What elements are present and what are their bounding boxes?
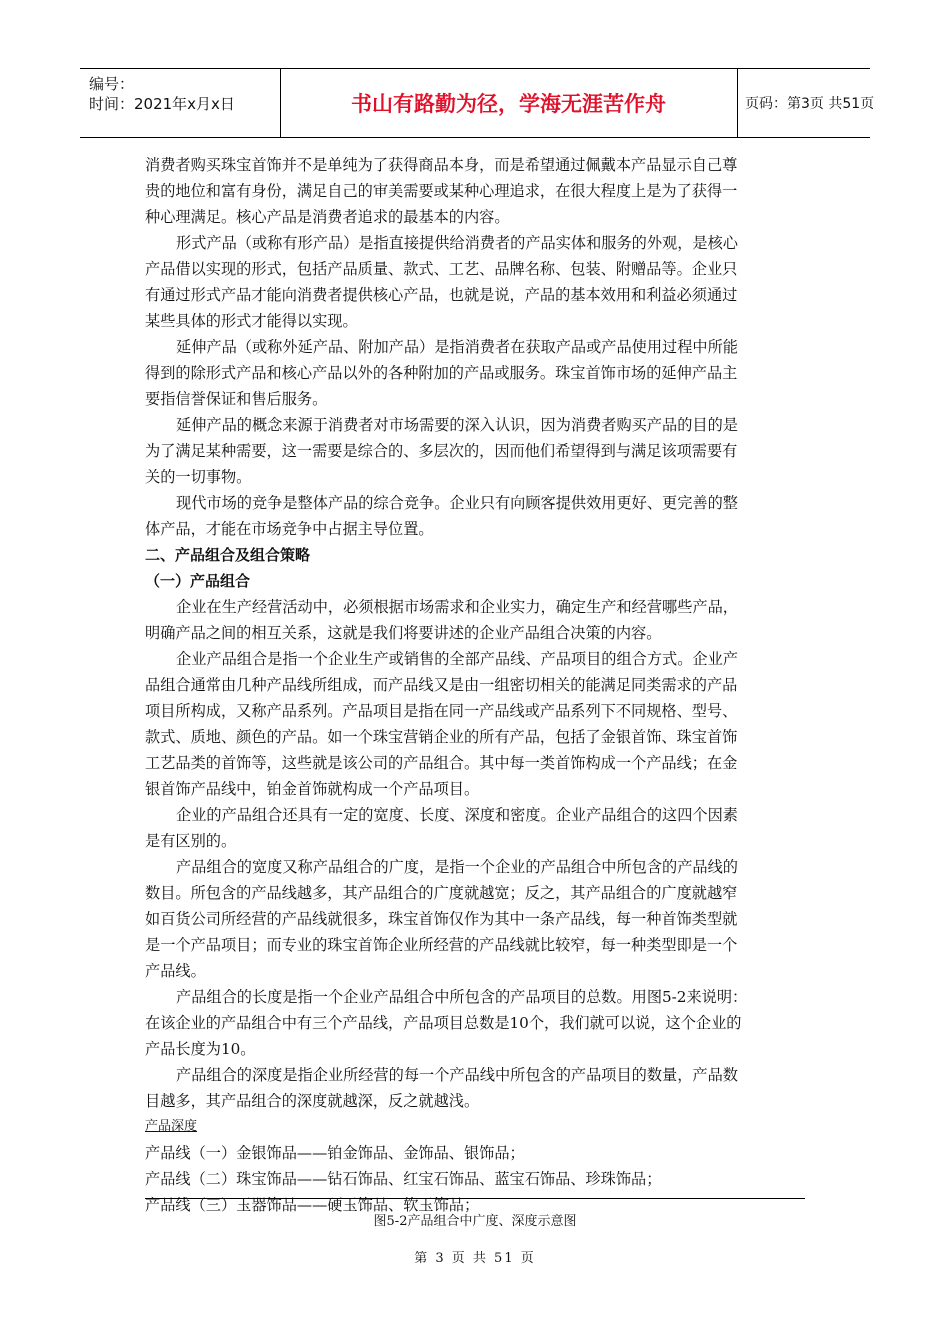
- page-header: [80, 68, 875, 138]
- text-line: 消费者购买珠宝首饰并不是单纯为了获得商品本身，而是希望通过佩戴本产品显示自己尊: [145, 156, 738, 174]
- text-line: 产品借以实现的形式，包括产品质量、款式、工艺、品牌名称、包装、附赠品等。企业只: [145, 260, 738, 278]
- text-line: 得到的除形式产品和核心产品以外的各种附加的产品或服务。珠宝首饰市场的延伸产品主: [145, 364, 738, 382]
- section-heading: 二、产品组合及组合策略: [145, 546, 311, 564]
- text-line: 数目。所包含的产品线越多，其产品组合的广度就越宽；反之，其产品组合的广度就越窄: [145, 884, 738, 902]
- text-line: 项目所构成，又称产品系列。产品项目是指在同一产品线或产品系列下不同规格、型号、: [145, 702, 738, 720]
- text-line: 企业在生产经营活动中，必须根据市场需求和企业实力，确定生产和经营哪些产品，: [176, 598, 738, 616]
- product-depth-label: 产品深度: [145, 1119, 198, 1134]
- text-line: 形式产品（或称有形产品）是指直接提供给消费者的产品实体和服务的外观，是核心: [176, 234, 738, 252]
- text-line: 产品组合的深度是指企业所经营的每一个产品线中所包含的产品项目的数量，产品数: [176, 1066, 738, 1084]
- text-line: 延伸产品的概念来源于消费者对市场需要的深入认识，因为消费者购买产品的目的是: [176, 416, 738, 434]
- text-line: 品组合通常由几种产品线所组成，而产品线又是由一组密切相关的能满足同类需求的产品: [145, 676, 738, 694]
- figure-divider: [145, 1198, 805, 1199]
- text-line: 产品线。: [145, 962, 206, 980]
- text-line: 目越多，其产品组合的深度就越深，反之就越浅。: [145, 1092, 480, 1110]
- text-line: 关的一切事物。: [145, 468, 252, 486]
- text-line: 企业的产品组合还具有一定的宽度、长度、深度和密度。企业产品组合的这四个因素: [176, 806, 738, 824]
- text-line: 体产品，才能在市场竞争中占据主导位置。: [145, 520, 434, 538]
- text-line: 为了满足某种需要，这一需要是综合的、多层次的，因而他们希望得到与满足该项需要有: [145, 442, 738, 460]
- document-number-label: 编号：: [89, 75, 135, 93]
- text-line: 如百货公司所经营的产品线就很多，珠宝首饰仅作为其中一条产品线，每一种首饰类型就: [145, 910, 738, 928]
- text-line: 是有区别的。: [145, 832, 237, 850]
- text-line: 要指信誉保证和售后服务。: [145, 390, 328, 408]
- text-line: 某些具体的形式才能得以实现。: [145, 312, 358, 330]
- text-line: 延伸产品（或称外延产品、附加产品）是指消费者在获取产品或产品使用过程中所能: [176, 338, 738, 356]
- text-line: 产品组合的长度是指一个企业产品组合中所包含的产品项目的总数。用图5-2来说明：: [176, 988, 748, 1006]
- text-line: 银首饰产品线中，铂金首饰就构成一个产品项目。: [145, 780, 480, 798]
- subsection-heading: （一）产品组合: [145, 572, 251, 590]
- header-motto: 书山有路勤为径，学海无涯苦作舟: [280, 69, 738, 137]
- text-line: 现代市场的竞争是整体产品的综合竞争。企业只有向顾客提供效用更好、更完善的整: [176, 494, 738, 512]
- text-line: 产品长度为10。: [145, 1040, 256, 1058]
- text-line: 贵的地位和富有身份，满足自己的审美需要或某种心理追求，在很大程度上是为了获得一: [145, 182, 738, 200]
- document-date: 时间：2021年x月x日: [89, 95, 235, 113]
- text-line: 在该企业的产品组合中有三个产品线，产品项目总数是10个，我们就可以说，这个企业的: [145, 1014, 742, 1032]
- text-line: 款式、质地、颜色的产品。如一个珠宝营销企业的所有产品，包括了金银首饰、珠宝首饰: [145, 728, 738, 746]
- product-line-item: 产品线（三）玉器饰品——硬玉饰品、软玉饰品；: [145, 1196, 480, 1214]
- header-meta: [80, 69, 281, 137]
- figure-caption: 图5-2产品组合中广度、深度示意图: [373, 1214, 577, 1229]
- document-body: [145, 152, 810, 1218]
- text-line: 有通过形式产品才能向消费者提供核心产品，也就是说，产品的基本效用和利益必须通过: [145, 286, 738, 304]
- text-line: 明确产品之间的相互关系，这就是我们将要讲述的企业产品组合决策的内容。: [145, 624, 662, 642]
- product-line-item: 产品线（一）金银饰品——铂金饰品、金饰品、银饰品；: [145, 1144, 525, 1162]
- page-footer: 第 3 页 共 51 页: [414, 1251, 536, 1266]
- text-line: 种心理满足。核心产品是消费者追求的最基本的内容。: [145, 208, 510, 226]
- text-line: 是一个产品项目；而专业的珠宝首饰企业所经营的产品线就比较窄，每一种类型即是一个: [145, 936, 738, 954]
- header-page-info: 页码：第3页 共51页: [745, 96, 875, 112]
- product-line-item: 产品线（二）珠宝饰品——钻石饰品、红宝石饰品、蓝宝石饰品、珍珠饰品；: [145, 1170, 662, 1188]
- text-line: 工艺品类的首饰等，这些就是该公司的产品组合。其中每一类首饰构成一个产品线；在金: [145, 754, 738, 772]
- text-line: 企业产品组合是指一个企业生产或销售的全部产品线、产品项目的组合方式。企业产: [176, 650, 738, 668]
- text-line: 产品组合的宽度又称产品组合的广度，是指一个企业的产品组合中所包含的产品线的: [176, 858, 738, 876]
